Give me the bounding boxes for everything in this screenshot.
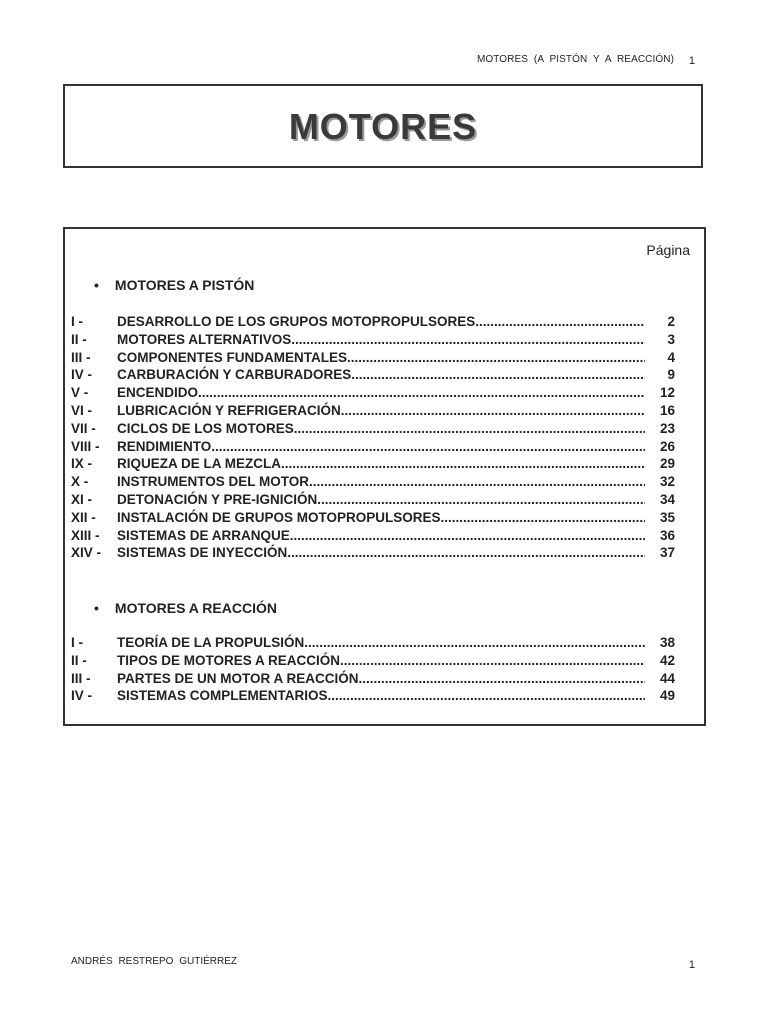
toc-dot-leader [281, 456, 645, 471]
toc-entry [71, 510, 675, 528]
toc-entry [71, 439, 675, 457]
toc-entry-page: 16 [659, 402, 675, 418]
toc-dot-leader [294, 421, 645, 436]
toc-entry-title: COMPONENTES FUNDAMENTALES [117, 349, 348, 365]
toc-entry-title: RIQUEZA DE LA MEZCLA [117, 456, 281, 472]
footer-page-number: 1 [688, 959, 695, 971]
toc-dot-leader [309, 474, 645, 489]
toc-entry-number: VI - [71, 402, 93, 418]
toc-entry-number: I - [71, 635, 83, 650]
toc-entry-number: VIII - [71, 438, 100, 454]
toc-entry-page: 2 [667, 314, 675, 329]
toc-entry-number: III - [71, 670, 91, 686]
section-heading-label: MOTORES A REACCIÓN [114, 600, 277, 616]
toc-entry-title: SISTEMAS COMPLEMENTARIOS [117, 688, 328, 704]
toc-entry [71, 350, 675, 368]
toc-entry [71, 545, 675, 563]
toc-entry-number: XI - [71, 491, 93, 507]
toc-entry-number: III - [71, 349, 91, 365]
toc-entry [71, 385, 675, 403]
header-page-number: 1 [688, 55, 695, 67]
toc-entry-title: INSTALACIÓN DE GRUPOS MOTOPROPULSORES [117, 509, 441, 525]
toc-entry [71, 332, 675, 350]
toc-dot-leader [341, 403, 645, 418]
toc-entry-page: 3 [667, 331, 675, 347]
toc-entry-number: XIII - [71, 527, 100, 543]
toc-entry-number: I - [71, 314, 83, 329]
toc-list-piston [71, 314, 675, 563]
toc-entry-number: X - [71, 474, 89, 490]
toc-entry [71, 635, 675, 653]
toc-entry [71, 314, 675, 332]
toc-entry-page: 35 [659, 509, 675, 525]
toc-entry [71, 456, 675, 474]
toc-list-reaccion [71, 635, 675, 706]
toc-entry-title: PARTES DE UN MOTOR A REACCIÓN [117, 670, 359, 686]
toc-entry-title: CARBURACIÓN Y CARBURADORES [117, 367, 352, 383]
toc-entry-page: 4 [667, 349, 675, 365]
toc-entry [71, 528, 675, 546]
page-header [0, 54, 768, 68]
toc-entry-page: 42 [659, 652, 675, 668]
toc-entry [71, 403, 675, 421]
page-column-label: Página [646, 242, 690, 258]
toc-entry-page: 12 [659, 385, 675, 401]
toc-entry-number: IV - [71, 688, 93, 704]
toc-dot-leader [211, 439, 645, 454]
table-of-contents [63, 227, 706, 726]
title-box [63, 84, 703, 168]
toc-entry-page: 36 [659, 527, 675, 543]
toc-dot-leader [351, 367, 645, 382]
running-title: MOTORES (A PISTÓN Y A REACCIÓN) [476, 54, 674, 65]
toc-dot-leader [441, 510, 645, 525]
toc-entry-page: 26 [659, 438, 675, 454]
toc-entry-title: TIPOS DE MOTORES A REACCIÓN [117, 652, 341, 668]
toc-entry-number: VII - [71, 420, 96, 436]
toc-entry [71, 653, 675, 671]
toc-entry-page: 29 [659, 456, 675, 472]
toc-entry-page: 44 [659, 670, 675, 686]
toc-dot-leader [287, 545, 645, 560]
toc-dot-leader [347, 350, 645, 365]
toc-entry [71, 474, 675, 492]
toc-entry-number: XIV - [71, 545, 102, 561]
toc-dot-leader [359, 671, 645, 686]
document-title: MOTORES [288, 106, 478, 147]
toc-dot-leader [340, 653, 645, 668]
toc-dot-leader [304, 635, 645, 650]
toc-dot-leader [328, 688, 645, 703]
toc-dot-leader [475, 314, 645, 329]
toc-entry [71, 367, 675, 385]
section-heading-reaccion [94, 600, 277, 616]
footer-author: ANDRÉS RESTREPO GUTIÉRREZ [71, 956, 238, 967]
toc-entry [71, 688, 675, 706]
toc-entry-title: DETONACIÓN Y PRE-IGNICIÓN [117, 491, 318, 507]
toc-entry [71, 421, 675, 439]
toc-entry-page: 32 [659, 474, 675, 490]
toc-dot-leader [290, 528, 645, 543]
toc-entry-title: SISTEMAS DE ARRANQUE [117, 527, 290, 543]
section-heading-piston [94, 277, 254, 293]
toc-entry [71, 671, 675, 689]
toc-entry-page: 37 [659, 545, 675, 561]
toc-entry-title: MOTORES ALTERNATIVOS [117, 331, 292, 347]
toc-entry-number: II - [71, 652, 87, 668]
toc-entry-number: XII - [71, 509, 96, 525]
bullet-icon: • [94, 600, 99, 616]
toc-entry-title: CICLOS DE LOS MOTORES [117, 420, 294, 436]
toc-entry-title: SISTEMAS DE INYECCIÓN [117, 545, 288, 561]
toc-entry-number: V - [71, 385, 89, 401]
toc-entry-page: 49 [659, 688, 675, 704]
toc-entry-title: RENDIMIENTO [117, 438, 212, 454]
toc-entry-number: IX - [71, 456, 93, 472]
toc-entry-title: TEORÍA DE LA PROPULSIÓN [117, 635, 305, 650]
toc-entry-title: LUBRICACIÓN Y REFRIGERACIÓN [117, 402, 341, 418]
toc-entry-number: IV - [71, 367, 93, 383]
bullet-icon: • [94, 277, 99, 293]
toc-entry-title: INSTRUMENTOS DEL MOTOR [117, 474, 310, 490]
toc-entry-title: DESARROLLO DE LOS GRUPOS MOTOPROPULSORES [117, 314, 476, 329]
toc-entry-page: 9 [667, 367, 675, 383]
toc-entry-number: II - [71, 331, 87, 347]
toc-entry-page: 38 [659, 635, 675, 650]
toc-entry-page: 23 [659, 420, 675, 436]
toc-entry [71, 492, 675, 510]
toc-dot-leader [317, 492, 645, 507]
toc-entry-page: 34 [659, 491, 675, 507]
section-heading-label: MOTORES A PISTÓN [114, 277, 255, 293]
toc-entry-title: ENCENDIDO [117, 385, 199, 401]
toc-dot-leader [291, 332, 645, 347]
toc-dot-leader [198, 385, 645, 400]
